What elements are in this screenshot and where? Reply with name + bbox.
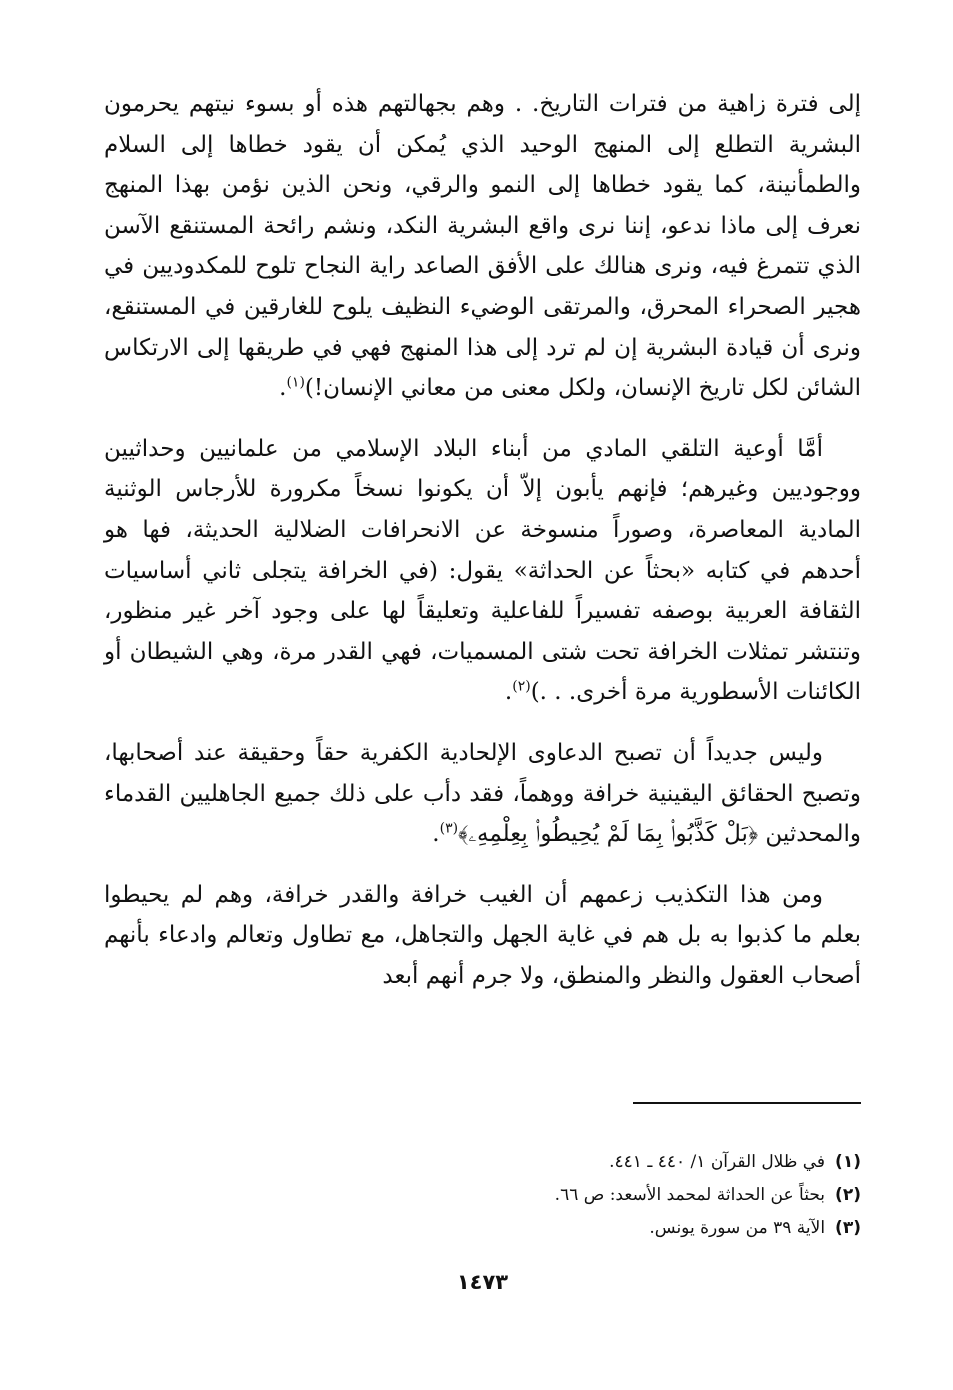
paragraph-1-tail: . bbox=[279, 375, 287, 402]
paragraph-4-text: ومن هذا التكذيب زعمهم أن الغيب خرافة والقدر خرافة، وهم لم يحيطوا بعلم ما كذبوا به بل هم في غاية الجهل والتجاهل، مع تطاول وتعالم وادعاء بأنهم أصحاب العقول والنظر والمنطق، ولا جرم أنهم أبعد bbox=[104, 881, 861, 989]
separator-line bbox=[633, 1102, 861, 1104]
paragraph-3-tail: . bbox=[432, 821, 440, 848]
page-number: ١٤٧٣ bbox=[456, 1270, 509, 1294]
paragraph-1-text: إلى فترة زاهية من فترات التاريخ. . وهم بجهالتهم هذه أو بسوء نيتهم يحرمون البشرية التطلع إلى المنهج الوحيد الذي يُمكن أن يقود خطاها إلى السلام والطمأنينة، كما يقود خطاها إلى النمو والرقي، ونحن الذين نؤمن بهذا المنهج نعرف إلى ماذا ندعو، إننا نرى واقع البشرية النكد، ونشم رائحة المستنقع الآسن الذي تتمرغ فيه، ونرى هنالك على الأفق الصاعد راية النجاح تلوح للمكدوديين في هجير الصحراء المحرق، والمرتقى الوضيء النظيف يلوح للغارقين في المستنقع، ونرى أن قيادة البشرية إن لم ترد إلى هذا المنهج فهي في طريقها إلى الارتكاس الشائن لكل تاريخ الإنسان، ولكل معنى من معاني الإنسان!) bbox=[104, 91, 861, 402]
paragraph-3 bbox=[104, 733, 861, 855]
footnote-text: بحثاً عن الحداثة لمحمد الأسعد: ص ٦٦. bbox=[554, 1185, 826, 1205]
book-page bbox=[104, 84, 861, 1374]
footnote-3 bbox=[104, 1212, 861, 1245]
footnote-text: في ظلال القرآن ١/ ٤٤٠ ـ ٤٤١. bbox=[609, 1152, 826, 1172]
paragraph-2-text: أمَّا أوعية التلقي المادي من أبناء البلاد الإسلامي من علمانيين وحداثيين ووجوديين وغيرهم؛ فإنهم يأبون إلاّ أن يكونوا نسخاً مكرورة للأرجاس الوثنية المادية المعاصرة، وصوراً منسوخة عن الانحرافات الضلالية الحديثة، فها هو أحدهم في كتابه «بحثاً عن الحداثة» يقول: (في الخرافة يتجلى ثاني أساسيات الثقافة العربية بوصفه تفسيراً للفاعلية وتعليقاً لها على وجود آخر غير منظور، وتنتشر تمثلات الخرافة تحت شتى المسميات، فهي القدر مرة، وهي الشيطان أو الكائنات الأسطورية مرة أخرى. . .) bbox=[104, 435, 861, 706]
footnote-number: (١) bbox=[835, 1152, 861, 1172]
paragraph-3-text: وليس جديداً أن تصبح الدعاوى الإلحادية الكفرية حقاً وحقيقة عند أصحابها، وتصبح الحقائق اليقينية خرافة ووهماً، فقد دأب على ذلك جميع الجاهليين القدماء والمحدثين bbox=[104, 739, 861, 848]
footnote-ref-3: (٣) bbox=[439, 820, 459, 837]
footnote-ref-1: (١) bbox=[286, 374, 305, 391]
footnote-2 bbox=[104, 1179, 861, 1212]
quran-verse: ﴿بَلْ كَذَّبُوا۟ بِمَا لَمْ يُحِيطُوا۟ بِعِلْمِهِۦ﴾ bbox=[458, 821, 759, 848]
footnote-1 bbox=[104, 1146, 861, 1179]
paragraph-2-tail: . bbox=[504, 679, 513, 706]
paragraph-4 bbox=[104, 875, 861, 997]
footnote-text: الآية ٣٩ من سورة يونس. bbox=[649, 1218, 826, 1238]
paragraph-1 bbox=[104, 84, 861, 409]
footnote-ref-2: (٢) bbox=[512, 678, 531, 695]
footnote-number: (٣) bbox=[835, 1218, 861, 1238]
footnotes bbox=[104, 1146, 861, 1245]
footnote-number: (٢) bbox=[835, 1185, 861, 1205]
paragraph-2 bbox=[104, 429, 861, 713]
